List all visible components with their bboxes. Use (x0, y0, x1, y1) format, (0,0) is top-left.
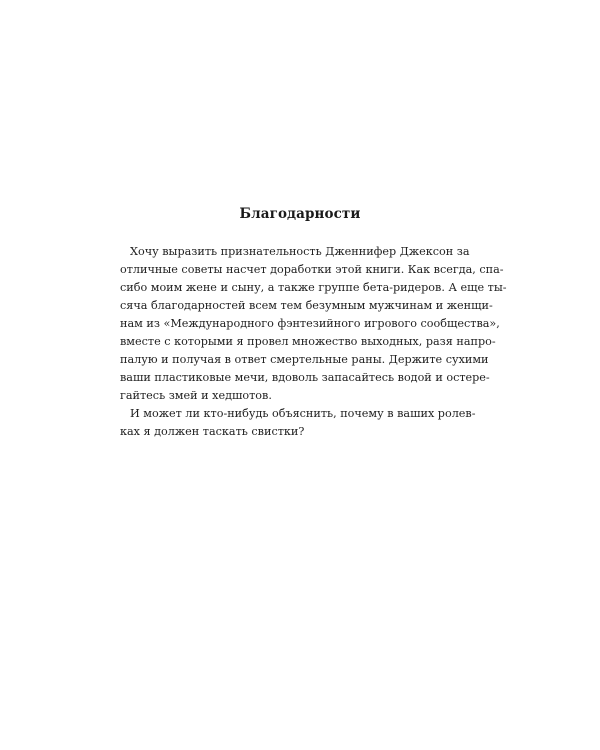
text-line: гайтесь змей и хедшотов. (120, 389, 272, 402)
text-line: вместе с которыми я провел множество выходных, разя напро- (120, 335, 496, 348)
text-line: Хочу выразить признательность Дженнифер Джексон за (130, 245, 470, 258)
text-line: ваши пластиковые мечи, вдоволь запасайтесь водой и остере- (120, 371, 490, 384)
text-line: ках я должен таскать свистки? (120, 425, 305, 438)
acknowledgements-text (120, 243, 507, 441)
text-line: И может ли кто-нибудь объяснить, почему в ваших ролев- (130, 407, 476, 420)
text-line: нам из «Международного фэнтезийного игрового сообщества», (120, 317, 500, 330)
page-title: Благодарности (239, 206, 361, 222)
text-line: сяча благодарностей всем тем безумным мужчинам и женщи- (120, 299, 493, 312)
text-line: сибо моим жене и сыну, а также группе бета-ридеров. А еще ты- (120, 281, 507, 294)
text-line: отличные советы насчет доработки этой книги. Как всегда, спа- (120, 263, 504, 276)
text-line: палую и получая в ответ смертельные раны. Держите сухими (120, 353, 489, 366)
